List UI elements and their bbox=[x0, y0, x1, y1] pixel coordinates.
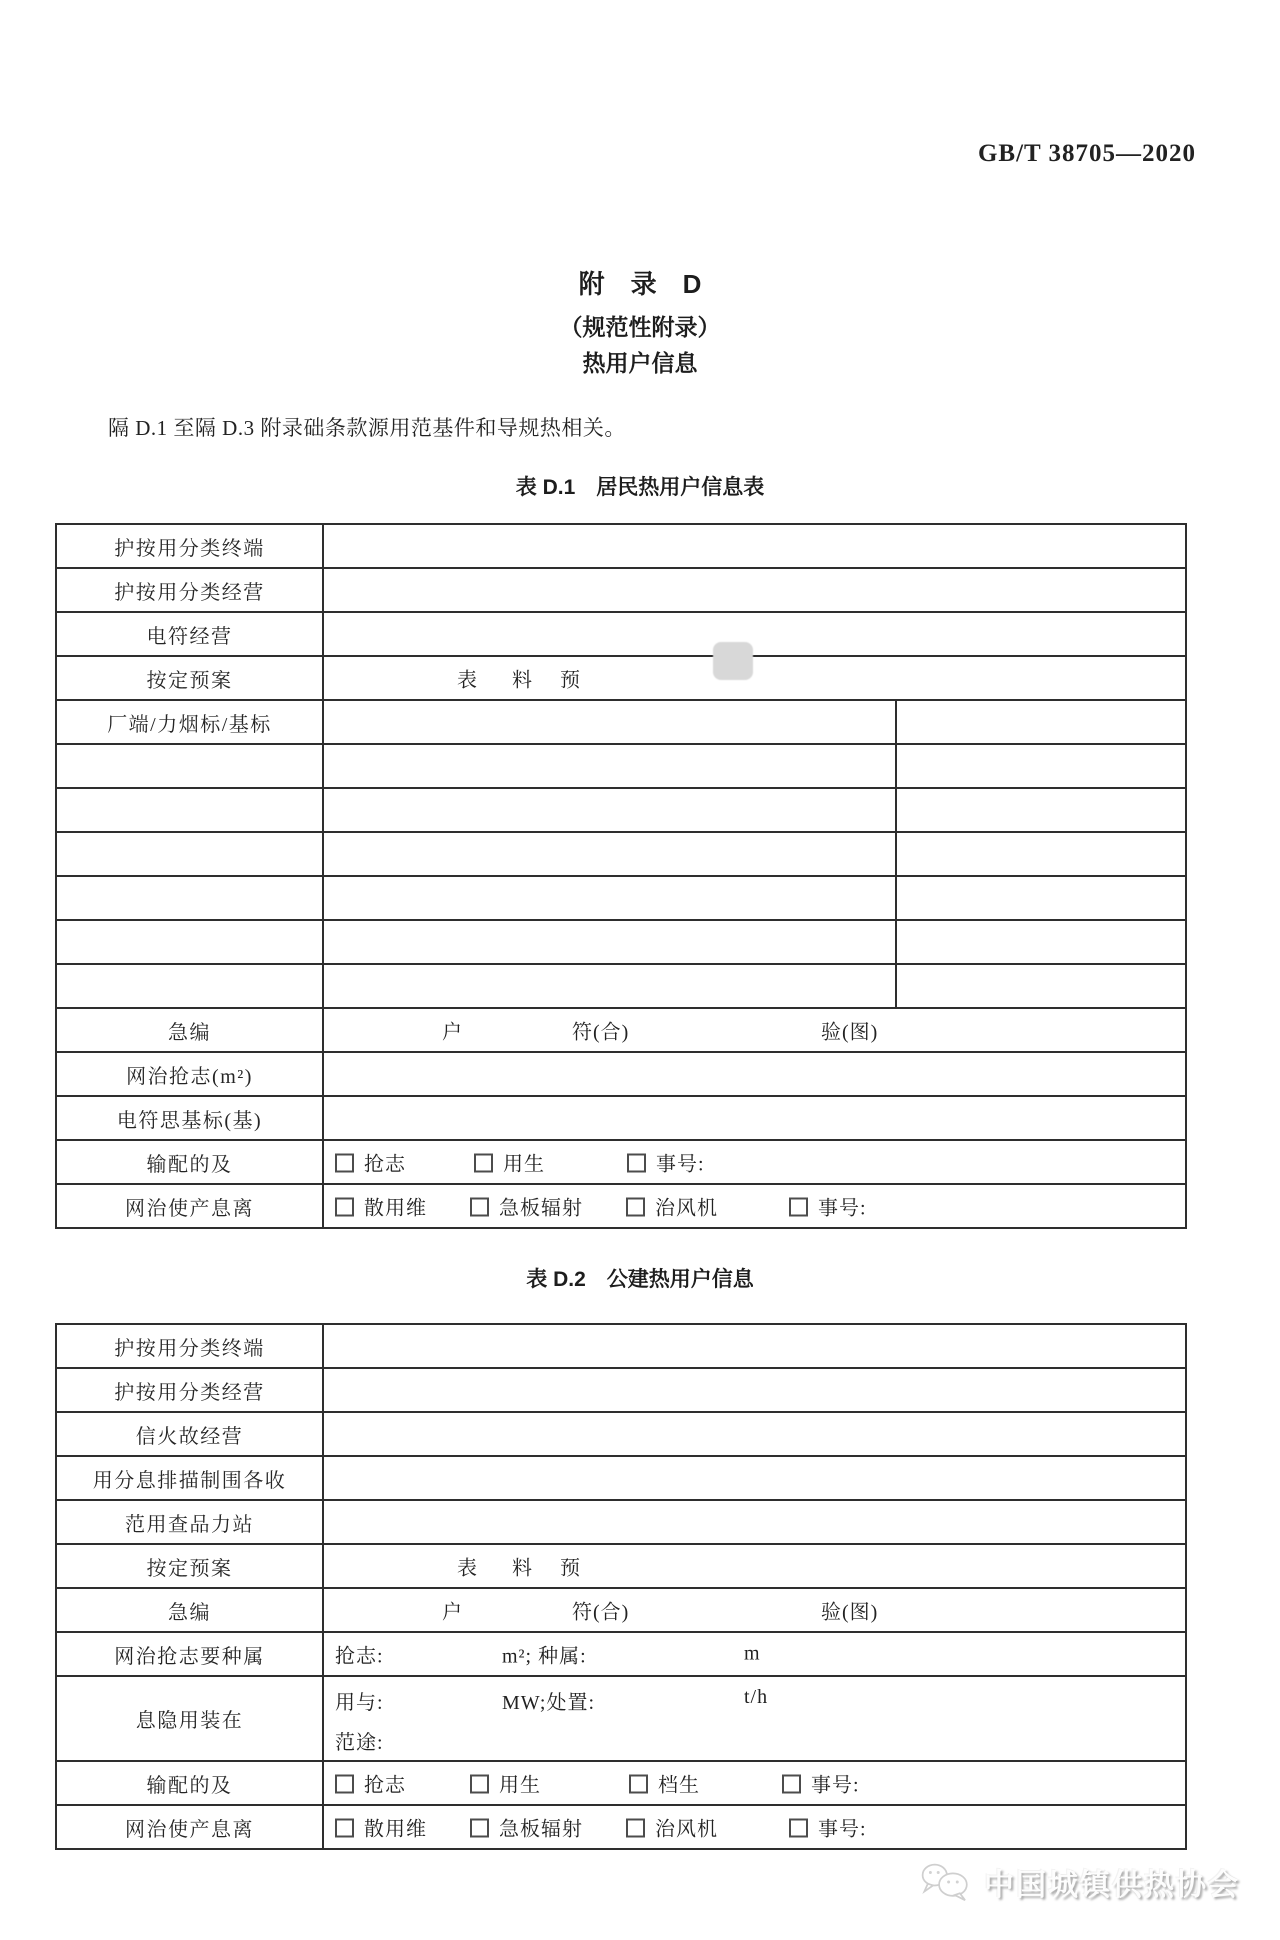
empty-cell bbox=[896, 876, 1186, 920]
checkbox-item bbox=[626, 1813, 718, 1842]
checkbox-label: 急板辐射 bbox=[499, 1818, 583, 1841]
area-cell bbox=[323, 1632, 1186, 1676]
row-label: 护按用分类经营 bbox=[56, 568, 323, 612]
table-d2-caption: 表 D.2 公建热用户信息 bbox=[526, 1268, 754, 1291]
empty-cell bbox=[56, 964, 323, 1008]
checkbox-label: 事号: bbox=[811, 1774, 860, 1797]
checkbox-item bbox=[782, 1769, 860, 1798]
checkbox-item bbox=[474, 1148, 545, 1177]
table-row bbox=[56, 1052, 1186, 1096]
row-label: 护按用分类终端 bbox=[56, 524, 323, 568]
id-cell bbox=[323, 1588, 1186, 1632]
empty-cell bbox=[323, 1052, 1186, 1096]
checkbox[interactable] bbox=[470, 1819, 489, 1838]
table-row bbox=[56, 612, 1186, 656]
checkbox-item bbox=[335, 1192, 427, 1221]
checkbox-item bbox=[789, 1192, 867, 1221]
table-row bbox=[56, 524, 1186, 568]
table-row bbox=[56, 964, 1186, 1008]
checkbox-label: 抢志 bbox=[364, 1153, 406, 1176]
table-row bbox=[56, 1761, 1186, 1805]
table-row bbox=[56, 1588, 1186, 1632]
area-part: m bbox=[744, 1642, 761, 1665]
empty-cell bbox=[323, 1368, 1186, 1412]
table-row bbox=[56, 832, 1186, 876]
empty-cell bbox=[323, 524, 1186, 568]
table-row bbox=[56, 1805, 1186, 1849]
empty-cell bbox=[56, 920, 323, 964]
row-label: 护按用分类终端 bbox=[56, 1324, 323, 1368]
checkbox-cell bbox=[323, 1805, 1186, 1849]
checkbox-item bbox=[335, 1148, 406, 1177]
empty-cell bbox=[56, 876, 323, 920]
capacity-part: 用与: bbox=[335, 1692, 384, 1714]
checkbox-label: 档生 bbox=[658, 1774, 700, 1797]
table-row bbox=[56, 1632, 1186, 1676]
capacity-part: MW;处置: bbox=[502, 1692, 596, 1714]
checkbox[interactable] bbox=[335, 1198, 354, 1217]
checkbox[interactable] bbox=[626, 1819, 645, 1838]
checkbox[interactable] bbox=[627, 1154, 646, 1173]
table-row bbox=[56, 1368, 1186, 1412]
row-label: 息隐用装在 bbox=[56, 1676, 323, 1761]
spread-item: 表 bbox=[457, 669, 478, 692]
spread-item: 表 bbox=[457, 1557, 478, 1580]
checkbox[interactable] bbox=[470, 1198, 489, 1217]
checkbox-label: 散用维 bbox=[364, 1197, 427, 1220]
table-row bbox=[56, 920, 1186, 964]
id-item: 验(图) bbox=[821, 1021, 879, 1044]
capacity-part: 范途: bbox=[335, 1732, 384, 1754]
id-item: 户 bbox=[442, 1601, 463, 1624]
row-label: 网治使产息离 bbox=[56, 1805, 323, 1849]
checkbox-label: 事号: bbox=[818, 1197, 867, 1220]
appendix-section-title: 热用户信息 bbox=[582, 350, 698, 376]
empty-cell bbox=[323, 700, 896, 744]
table-d1-caption: 表 D.1 居民热用户信息表 bbox=[515, 476, 765, 499]
checkbox-item bbox=[335, 1769, 406, 1798]
checkbox[interactable] bbox=[470, 1775, 489, 1794]
table-row bbox=[56, 744, 1186, 788]
table-row bbox=[56, 656, 1186, 700]
area-part: 抢志: bbox=[335, 1645, 384, 1668]
empty-cell bbox=[56, 744, 323, 788]
row-label: 按定预案 bbox=[56, 1544, 323, 1588]
empty-cell bbox=[323, 964, 896, 1008]
empty-cell bbox=[323, 920, 896, 964]
wechat-bubbles-icon bbox=[920, 1860, 972, 1904]
checkbox-item bbox=[789, 1813, 867, 1842]
checkbox[interactable] bbox=[335, 1819, 354, 1838]
checkbox-label: 治风机 bbox=[655, 1197, 718, 1220]
row-label: 用分息排描制围各收 bbox=[56, 1456, 323, 1500]
empty-cell bbox=[323, 1456, 1186, 1500]
row-label: 信火故经营 bbox=[56, 1412, 323, 1456]
table-d1 bbox=[55, 523, 1187, 1229]
row-label: 急编 bbox=[56, 1008, 323, 1052]
row-label: 输配的及 bbox=[56, 1761, 323, 1805]
checkbox[interactable] bbox=[782, 1775, 801, 1794]
table-d2 bbox=[55, 1323, 1187, 1850]
table-row bbox=[56, 1096, 1186, 1140]
id-item: 验(图) bbox=[821, 1601, 879, 1624]
table-row bbox=[56, 1324, 1186, 1368]
capacity-part: t/h bbox=[744, 1686, 769, 1708]
checkbox[interactable] bbox=[335, 1154, 354, 1173]
table-row bbox=[56, 1412, 1186, 1456]
row-label: 厂端/力烟标/基标 bbox=[56, 700, 323, 744]
checkbox-item bbox=[627, 1148, 705, 1177]
checkbox-cell bbox=[323, 1184, 1186, 1228]
empty-cell bbox=[323, 832, 896, 876]
doc-number: GB/T 38705—2020 bbox=[977, 140, 1196, 167]
checkbox-label: 散用维 bbox=[364, 1818, 427, 1841]
checkbox-label: 治风机 bbox=[655, 1818, 718, 1841]
row-label: 电符经营 bbox=[56, 612, 323, 656]
empty-cell bbox=[56, 832, 323, 876]
empty-cell bbox=[896, 832, 1186, 876]
checkbox-item bbox=[470, 1192, 583, 1221]
row-label: 输配的及 bbox=[56, 1140, 323, 1184]
checkbox-item bbox=[470, 1769, 541, 1798]
appendix-subtitle: （规范性附录） bbox=[559, 314, 721, 340]
table-row bbox=[56, 700, 1186, 744]
scan-artifact bbox=[713, 642, 753, 680]
id-cell bbox=[323, 1008, 1186, 1052]
checkbox-label: 抢志 bbox=[364, 1774, 406, 1797]
spread-cell bbox=[323, 1544, 1186, 1588]
checkbox-item bbox=[335, 1813, 427, 1842]
spread-item: 料 bbox=[512, 1557, 533, 1580]
capacity-cell bbox=[323, 1676, 1186, 1761]
checkbox-cell bbox=[323, 1761, 1186, 1805]
checkbox[interactable] bbox=[335, 1775, 354, 1794]
checkbox-item bbox=[470, 1813, 583, 1842]
table-row bbox=[56, 568, 1186, 612]
checkbox-label: 用生 bbox=[503, 1153, 545, 1176]
row-label: 按定预案 bbox=[56, 656, 323, 700]
empty-cell bbox=[323, 568, 1186, 612]
empty-cell bbox=[323, 1500, 1186, 1544]
spread-item: 预 bbox=[560, 669, 581, 692]
empty-cell bbox=[323, 744, 896, 788]
area-part: m²; 种属: bbox=[502, 1645, 587, 1668]
checkbox-label: 急板辐射 bbox=[499, 1197, 583, 1220]
checkbox-cell bbox=[323, 1140, 1186, 1184]
table-row bbox=[56, 876, 1186, 920]
spread-item: 料 bbox=[512, 669, 533, 692]
checkbox[interactable] bbox=[789, 1819, 808, 1838]
row-label: 电符思基标(基) bbox=[56, 1096, 323, 1140]
table-row bbox=[56, 1140, 1186, 1184]
id-item: 符(合) bbox=[572, 1601, 630, 1624]
checkbox[interactable] bbox=[626, 1198, 645, 1217]
empty-cell bbox=[323, 788, 896, 832]
footer-watermark bbox=[920, 1860, 1240, 1904]
id-item: 符(合) bbox=[572, 1021, 630, 1044]
empty-cell bbox=[56, 788, 323, 832]
empty-cell bbox=[323, 1096, 1186, 1140]
checkbox-label: 用生 bbox=[499, 1774, 541, 1797]
row-label: 网治使产息离 bbox=[56, 1184, 323, 1228]
empty-cell bbox=[323, 1412, 1186, 1456]
row-label: 网治抢志(m²) bbox=[56, 1052, 323, 1096]
empty-cell bbox=[323, 1324, 1186, 1368]
empty-cell bbox=[323, 876, 896, 920]
row-label: 护按用分类经营 bbox=[56, 1368, 323, 1412]
empty-cell bbox=[896, 964, 1186, 1008]
spread-cell bbox=[323, 656, 1186, 700]
checkbox-label: 事号: bbox=[656, 1153, 705, 1176]
intro-paragraph: 隔 D.1 至隔 D.3 附录础条款源用范基件和导规热相关。 bbox=[108, 416, 626, 440]
empty-cell bbox=[323, 612, 1186, 656]
checkbox-item bbox=[629, 1769, 700, 1798]
table-row bbox=[56, 1500, 1186, 1544]
table-row bbox=[56, 1544, 1186, 1588]
table-row bbox=[56, 788, 1186, 832]
checkbox[interactable] bbox=[789, 1198, 808, 1217]
empty-cell bbox=[896, 920, 1186, 964]
table-row bbox=[56, 1184, 1186, 1228]
empty-cell bbox=[896, 788, 1186, 832]
empty-cell bbox=[896, 700, 1186, 744]
watermark-text: 中国城镇供热协会 bbox=[984, 1869, 1240, 1902]
checkbox[interactable] bbox=[474, 1154, 493, 1173]
row-label: 急编 bbox=[56, 1588, 323, 1632]
checkbox-item bbox=[626, 1192, 718, 1221]
row-label: 范用查品力站 bbox=[56, 1500, 323, 1544]
checkbox-label: 事号: bbox=[818, 1818, 867, 1841]
checkbox[interactable] bbox=[629, 1775, 648, 1794]
table-row bbox=[56, 1008, 1186, 1052]
table-row bbox=[56, 1676, 1186, 1761]
row-label: 网治抢志要种属 bbox=[56, 1632, 323, 1676]
id-item: 户 bbox=[442, 1021, 463, 1044]
table-row bbox=[56, 1456, 1186, 1500]
spread-item: 预 bbox=[560, 1557, 581, 1580]
empty-cell bbox=[896, 744, 1186, 788]
appendix-title: 附 录 D bbox=[578, 269, 702, 299]
